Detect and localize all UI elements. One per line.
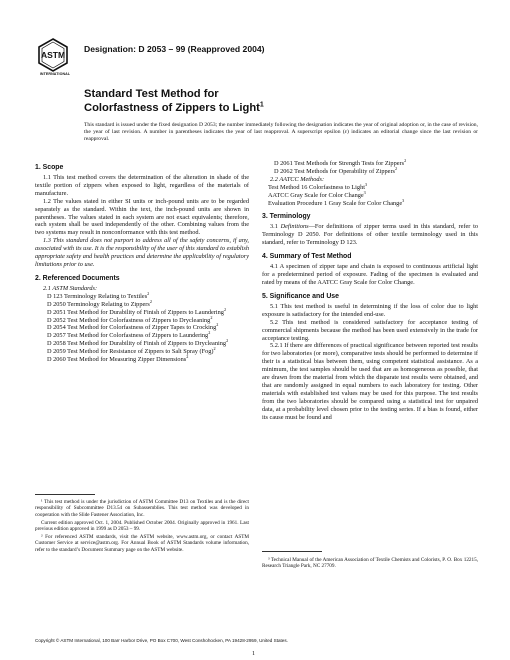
title-line-1: Standard Test Method for <box>84 88 219 100</box>
scope-paragraph-1: 1.1 This test method covers the determination of the alteration in shade of the textile portion of zippers when exposed to light, regardless of the materials of manufacture. <box>35 174 249 197</box>
issuance-notice: This standard is issued under the fixed designation D 2053; the number immediately following the designation indicates the year of original adoption or, in the case of revision, the year of last revision. A number in parentheses indicates the year of last reapproval. A superscript epsilon (ε) indicates an editorial change since the last revision or reapproval. <box>84 122 478 142</box>
reference-item: D 2052 Test Method for Colorfastness of Zippers to Drycleaning$^2$ <box>47 314 213 324</box>
significance-paragraph-1: 5.1 This test method is useful in determining if the loss of color due to light exposure is satisfactory for the intended end-use. <box>262 302 478 318</box>
significance-paragraph-2: 5.2 This test method is considered satisfactory for acceptance testing of commercial shipments because the method has been used extensively in the trade for acceptance testing. <box>262 318 478 342</box>
logo-caption: INTERNATIONAL <box>39 72 71 76</box>
section-heading-terminology: 3. Terminology <box>262 213 311 221</box>
footnote-3: ³ Technical Manual of the American Association of Textile Chemists and Colorists, P. O. Box 12215, Research Triangle Park, NC 27709. <box>262 557 478 570</box>
significance-paragraph-3: 5.2.1 If there are differences of practical significance between reported test results for two laboratories (or more), comparative tests should be performed to determine if their is a statistical bias between them, using competent statistical assistance. As a minimum, the test samples should be used that are as homogeneous as possible, that are drawn from the material from which the disparate test results were obtained, and that are randomly assigned in equal numbers to each laboratory for testing. Other materials with established test values may be used for this purpose. The test results from the two laboratories should be compared using a statistical test for unpaired data, at a probability level chosen prior to the testing series. If a bias is found, either its cause must be found and <box>262 342 478 421</box>
terminology-paragraph-1: 3.1 Definitions—For definitions of zipper terms used in this standard, refer to Terminology D 2050. For definitions of other textile terminology used in this standard, refer to Terminology D 123. <box>262 223 478 247</box>
scope-paragraph-3: 1.3 This standard does not purport to address all of the safety concerns, if any, associated with its use. It is the responsibility of the user of this standard to establish appropriate safety and health practices and determine the applicability of regulatory limitations prior to use. <box>35 237 249 268</box>
reference-item: D 2059 Test Method for Resistance of Zippers to Salt Spray (Fog)$^2$ <box>47 346 216 356</box>
astm-reference-list-continued <box>262 157 478 176</box>
reference-item: D 2061 Test Methods for Strength Tests for Zippers$^2$ <box>274 157 407 167</box>
reference-item: D 2054 Test Method for Colorfastness of Zipper Tapes to Crocking$^2$ <box>47 322 219 332</box>
reference-item: AATCC Gray Scale for Color Change$^3$ <box>268 189 366 199</box>
astm-reference-list <box>35 290 249 364</box>
reference-item: D 2062 Test Methods for Operability of Zippers$^2$ <box>274 165 398 175</box>
footnote-1a: ¹ This test method is under the jurisdiction of ASTM Committee D13 on Textiles and is the direct responsibility of Subcommittee D13.54 on Subassemblies. This test method was developed in cooperation with the Slide Fastener Association, Inc. <box>35 499 249 518</box>
section-heading-referenced: 2. Referenced Documents <box>35 274 120 282</box>
reference-item: D 2057 Test Method for Colorfastness of Zippers to Laundering$^2$ <box>47 330 211 340</box>
section-heading-summary: 4. Summary of Test Method <box>262 253 352 261</box>
summary-paragraph-1: 4.1 A specimen of zipper tape and chain is exposed to continuous artificial light for a predetermined period of exposure. Fading of the specimen is evaluated and rated by means of the AATCC Gray Scale for Color Change. <box>262 263 478 286</box>
footnotes-left <box>35 499 249 555</box>
astm-logo-icon <box>38 38 68 72</box>
astm-standards-label: 2.1 ASTM Standards: <box>43 284 98 292</box>
page-number: 1 <box>252 650 256 657</box>
copyright-notice: Copyright © ASTM International, 100 Barr Harbor Drive, PO Box C700, West Conshohocken, PA 19428-2959, United States. <box>35 638 288 643</box>
logo-text: ASTM <box>40 50 66 60</box>
reference-item: D 2051 Test Method for Durability of Finish of Zippers to Laundering$^2$ <box>47 306 227 316</box>
reference-item: D 2058 Test Method for Durability of Finish of Zippers to Drycleaning$^2$ <box>47 338 229 348</box>
right-column <box>262 157 478 421</box>
reference-item: Test Method 16 Colorfastness to Light$^3$ <box>268 181 368 191</box>
footnote-divider-right <box>262 551 322 552</box>
section-heading-significance: 5. Significance and Use <box>262 292 339 300</box>
reference-item: D 123 Terminology Relating to Textiles$^2$ <box>47 290 150 300</box>
footnote-1b: Current edition approved Oct. 1, 2004. Published October 2004. Originally approved in 1961. Last previous edition approved in 1999 as D 2053 – 99. <box>35 519 249 533</box>
reference-item: D 2050 Terminology Relating to Zippers$^2$ <box>47 298 152 308</box>
title-line-2: Colorfastness of Zippers to Light$^1$ <box>84 100 264 114</box>
section-heading-scope: 1. Scope <box>35 164 64 171</box>
aatcc-reference-list <box>262 181 478 208</box>
aatcc-methods-label: 2.2 AATCC Methods: <box>270 175 325 183</box>
left-column <box>35 160 249 364</box>
designation: Designation: D 2053 – 99 (Reapproved 2004) <box>84 44 265 54</box>
reference-item: Evaluation Procedure 1 Gray Scale for Color Change$^3$ <box>268 197 405 207</box>
footnote-divider <box>35 494 95 495</box>
document-title <box>84 88 264 115</box>
footnote-2: ² For referenced ASTM standards, visit the ASTM website, www.astm.org, or contact ASTM Customer Service at service@astm.org. For Annual Book of ASTM Standards volume information, refer to the standard’s Document Summary page on the ASTM website. <box>35 534 249 553</box>
scope-paragraph-2: 1.2 The values stated in either SI units or inch-pound units are to be regarded separately as the standard. Within the text, the inch-pound units are shown in parentheses. The values stated in each system are not exact equivalents; therefore, each system shall be used independently of the other. Combining values from the two systems may result in nonconformance with this test method. <box>35 197 249 237</box>
reference-item: D 2060 Test Method for Measuring Zipper Dimensions$^2$ <box>47 353 189 364</box>
